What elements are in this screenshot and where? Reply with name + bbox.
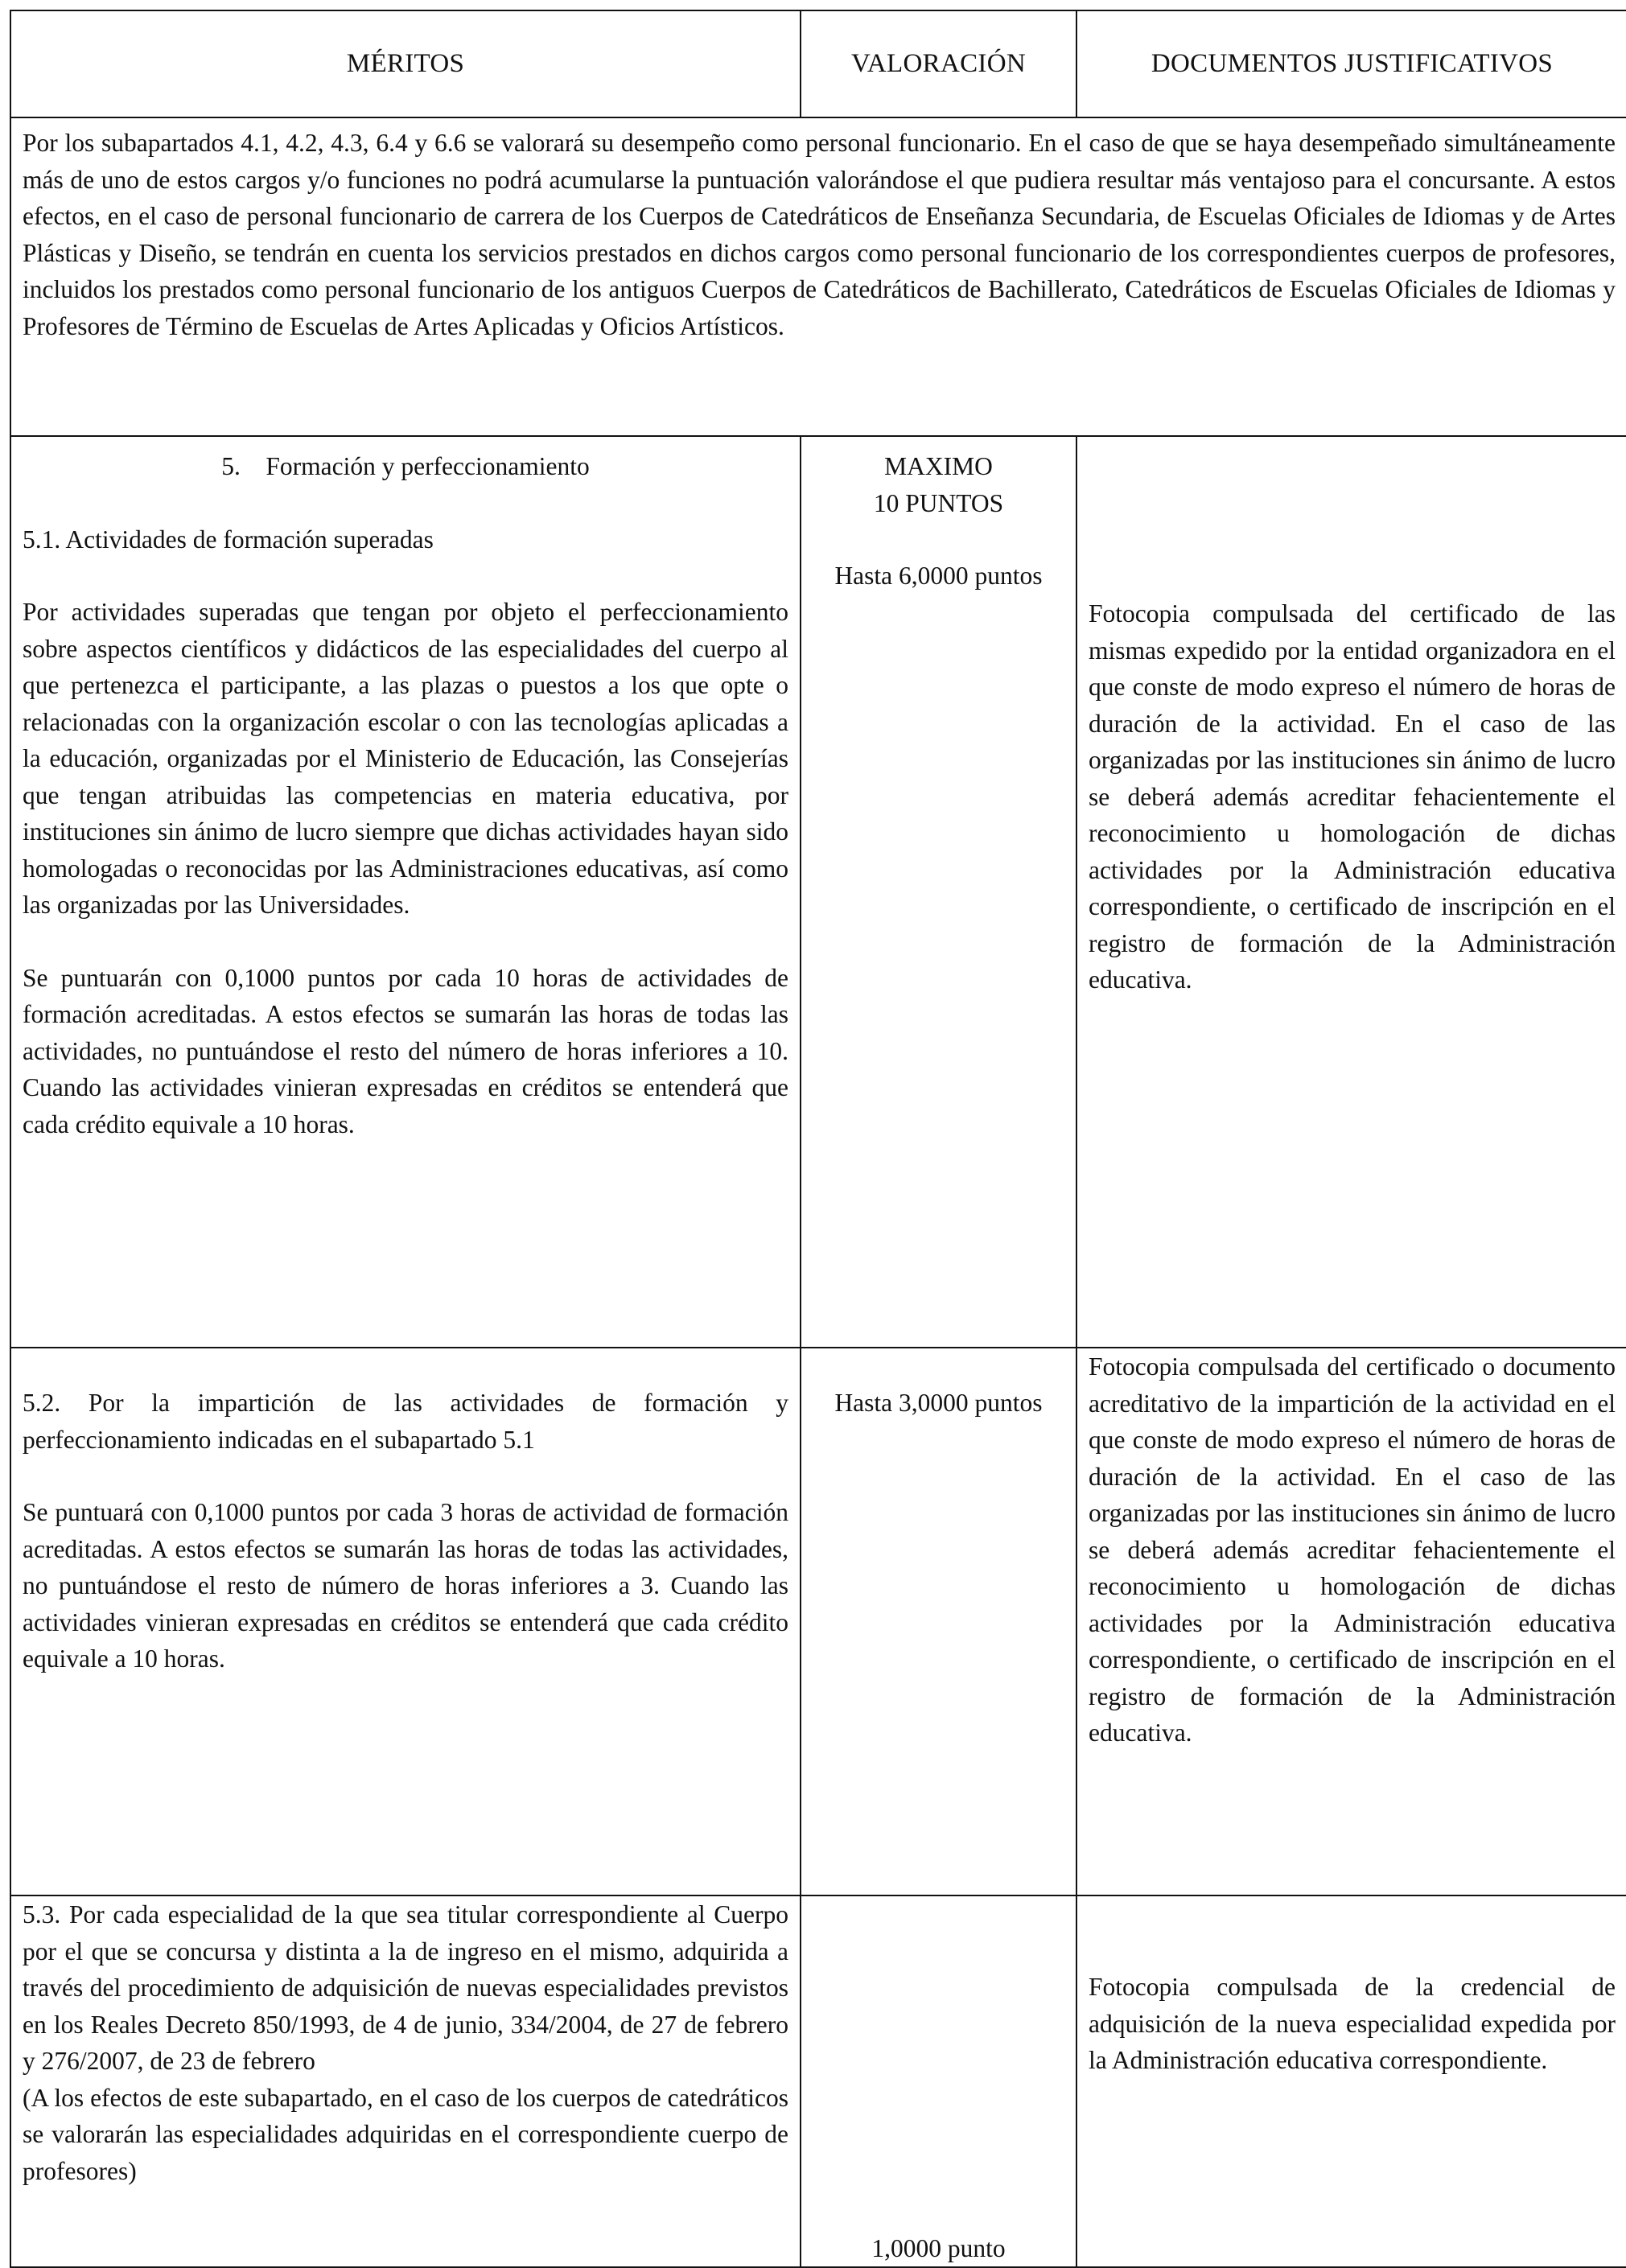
value-5-2: Hasta 3,0000 puntos (834, 1389, 1043, 1417)
max-label-line1: MAXIMO (884, 452, 993, 480)
subsection-5-2-heading: 5.2. Por la impartición de las actividades de formación y perfeccionamiento indicadas en el subapartado 5.1 (23, 1389, 788, 1454)
documentos-5-2 (1076, 1348, 1626, 1895)
subsection-5-1-heading: 5.1. Actividades de formación superadas (23, 525, 434, 554)
meritos-5-3 (10, 1895, 801, 2267)
header-meritos: MÉRITOS (10, 10, 801, 117)
subsection-5-1-description: Por actividades superadas que tengan por objeto el perfeccionamiento sobre aspectos científicos y didácticos de las especialidades del cuerpo al que pertenezca el participante, a las plazas o puestos a los que opte o relacionadas con la organización escolar o con las tecnologías aplicadas a la educación, organizadas por el Ministerio de Educación, las Consejerías que tengan atribuidas las competencias en materia educativa, por instituciones sin ánimo de lucro siempre que dichas actividades hayan sido homologadas o reconocidas por las Administraciones educativas, así como las organizadas por las Universidades. (23, 598, 788, 919)
documentos-5-3 (1076, 1895, 1626, 2267)
section-5-title (23, 448, 788, 485)
meritos-5-2 (10, 1348, 801, 1895)
documentos-5-1 (1076, 436, 1626, 1348)
docs-5-3: Fotocopia compulsada de la credencial de adquisición de la nueva especialidad expedida por la Administración educativa correspondiente. (1089, 1973, 1616, 2074)
header-documentos: DOCUMENTOS JUSTIFICATIVOS (1076, 10, 1626, 117)
section-5-number: 5. (221, 452, 241, 480)
subsection-5-2-scoring: Se puntuará con 0,1000 puntos por cada 3 horas de actividad de formación acreditadas. A estos efectos se sumarán las horas de todas las actividades, no puntuándose el resto de número de horas inferiores a 3. Cuando las actividades vinieran expresadas en créditos se entenderá que cada crédito equivale a 10 horas. (23, 1498, 788, 1673)
value-5-1: Hasta 6,0000 puntos (834, 562, 1043, 590)
table-header-row (10, 10, 1626, 117)
docs-5-2: Fotocopia compulsada del certificado o documento acreditativo de la impartición de la actividad en el que conste de modo expreso el número de horas de duración de la actividad. En el caso de las organizadas por las instituciones sin ánimo de lucro se deberá además acreditar fehacientemente el reconocimiento u homologación de dichas actividades por la Administración educativa correspondiente, o certificado de inscripción en el registro de formación de la Administración educativa. (1089, 1352, 1616, 1747)
valoracion-5-2 (801, 1348, 1076, 1895)
subsection-5-3-description: 5.3. Por cada especialidad de la que sea titular correspondiente al Cuerpo por el que se concursa y distinta a la de ingreso en el mismo, adquirida a través del procedimiento de adquisición de nuevas especialidades previstos en los Reales Decreto 850/1993, de 4 de junio, 334/2004, de 27 de febrero y 276/2007, de 23 de febrero (23, 1900, 788, 2075)
intro-note-row (10, 117, 1626, 436)
header-valoracion: VALORACIÓN (801, 10, 1076, 117)
subsection-5-1-scoring: Se puntuarán con 0,1000 puntos por cada 10 horas de actividades de formación acreditadas. A estos efectos se sumarán las horas de todas las actividades, no puntuándose el resto del número de horas inferiores a 10. Cuando las actividades vinieran expresadas en créditos se entenderá que cada crédito equivale a 10 horas. (23, 963, 788, 1138)
value-5-3: 1,0000 punto (871, 2233, 1006, 2262)
row-5-2 (10, 1348, 1626, 1895)
meritos-5-1 (10, 436, 801, 1348)
row-5-3 (10, 1895, 1626, 2267)
valoracion-5-1 (801, 436, 1076, 1348)
subsection-5-3-note: (A los efectos de este subapartado, en el caso de los cuerpos de catedráticos se valorarán las especialidades adquiridas en el correspondiente cuerpo de profesores) (23, 2083, 788, 2185)
intro-note: Por los subapartados 4.1, 4.2, 4.3, 6.4 y 6.6 se valorará su desempeño como personal funcionario. En el caso de que se haya desempeñado simultáneamente más de uno de estos cargos y/o funciones no podrá acumularse la puntuación valorándose el que pudiera resultar más ventajoso para el concursante. A estos efectos, en el caso de personal funcionario de carrera de los Cuerpos de Catedráticos de Enseñanza Secundaria, de Escuelas Oficiales de Idiomas y de Artes Plásticas y Diseño, se tendrán en cuenta los servicios prestados en dichos cargos como personal funcionario de los correspondientes cuerpos de profesores, incluidos los prestados como personal funcionario de los antiguos Cuerpos de Catedráticos de Bachillerato, Catedráticos de Escuelas Oficiales de Idiomas y Profesores de Término de Escuelas de Artes Aplicadas y Oficios Artísticos. (10, 117, 1626, 436)
row-5-1 (10, 436, 1626, 1348)
max-label-line2: 10 PUNTOS (873, 488, 1004, 517)
valoracion-5-3 (801, 1895, 1076, 2267)
merits-table (10, 10, 1626, 2268)
docs-5-1: Fotocopia compulsada del certificado de las mismas expedido por la entidad organizadora en el que conste de modo expreso el número de horas de duración de la actividad. En el caso de las organizadas por las instituciones sin ánimo de lucro se deberá además acreditar fehacientemente el reconocimiento u homologación de dichas actividades por la Administración educativa correspondiente, o certificado de inscripción en el registro de formación de la Administración educativa. (1089, 599, 1616, 994)
section-5-title-text: Formación y perfeccionamiento (266, 452, 590, 480)
